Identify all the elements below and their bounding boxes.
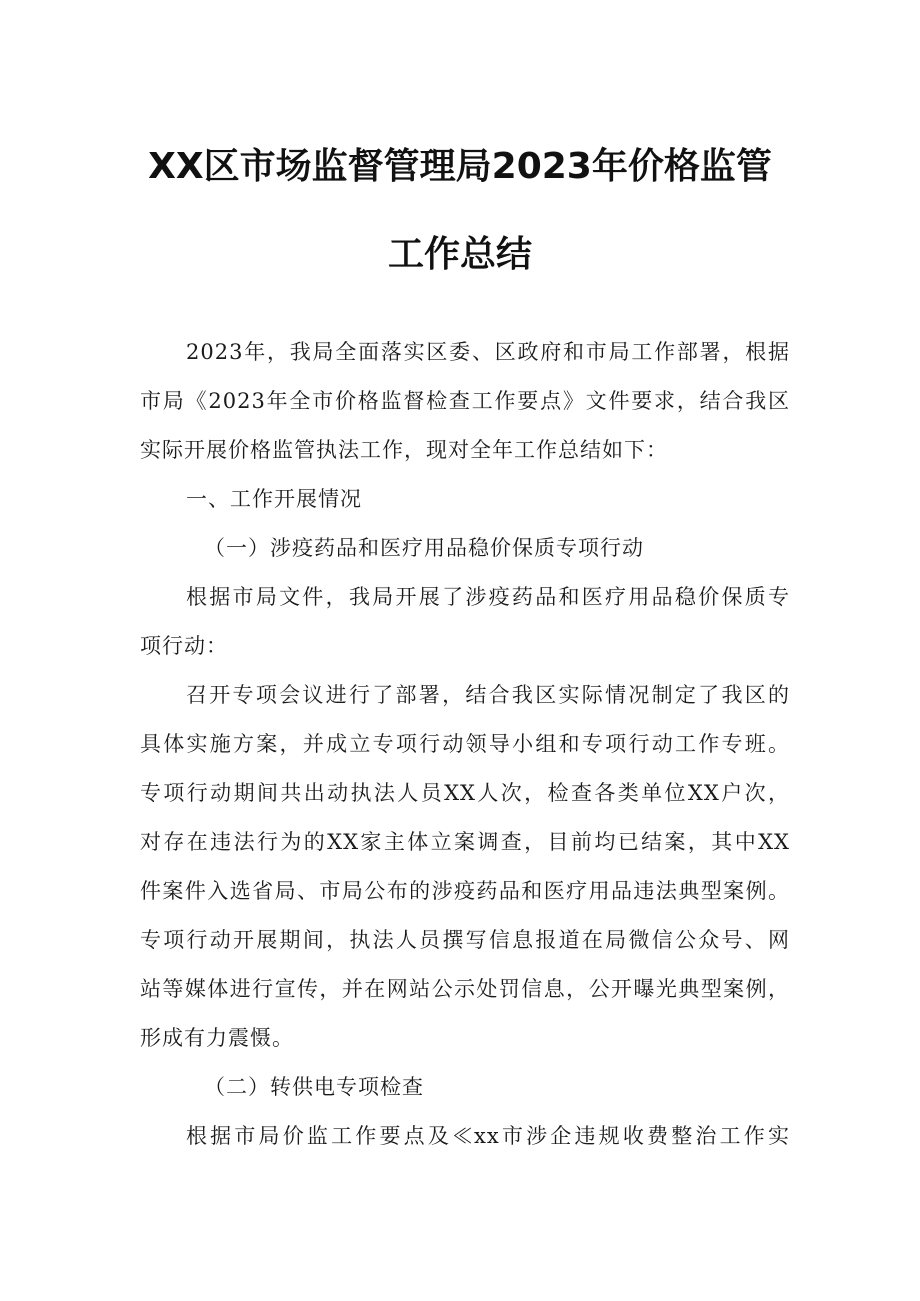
body-line: 召开专项会议进行了部署，结合我区实际情况制定了我区的	[186, 683, 790, 707]
body-line: 形成有力震慑。	[140, 1026, 294, 1050]
body-line: 专项行动开展期间，执法人员撰写信息报道在局微信公众号、网	[140, 928, 790, 952]
body-line: 对存在违法行为的XX家主体立案调查，目前均已结案，其中XX	[140, 830, 790, 854]
body-line: 站等媒体进行宣传，并在网站公示处罚信息，公开曝光典型案例，	[140, 977, 790, 1001]
body-line: 实际开展价格监管执法工作，现对全年工作总结如下：	[140, 438, 668, 462]
body-line: 2023年，我局全面落实区委、区政府和市局工作部署，根据	[186, 340, 790, 364]
body-line: 具体实施方案，并成立专项行动领导小组和专项行动工作专班。	[140, 732, 790, 756]
document-title-line-1: XX区市场监督管理局2023年价格监管	[148, 146, 772, 187]
document-body	[140, 328, 790, 1161]
body-line: 根据市局文件，我局开展了涉疫药品和医疗用品稳价保质专	[186, 585, 790, 609]
body-line: 件案件入选省局、市局公布的涉疫药品和医疗用品违法典型案例。	[140, 879, 790, 903]
body-line: 根据市局价监工作要点及≪xx市涉企违规收费整治工作实	[186, 1124, 790, 1148]
section-heading-1: 一、工作开展情况	[186, 487, 362, 511]
section-heading-2: （二）转供电专项检查	[204, 1075, 424, 1099]
body-line: 项行动：	[140, 634, 228, 658]
body-line: 市局《2023年全市价格监督检查工作要点》文件要求，结合我区	[140, 389, 790, 413]
document-title-line-2: 工作总结	[387, 234, 532, 275]
body-line: 专项行动期间共出动执法人员XX人次，检查各类单位XX户次，	[140, 781, 790, 805]
section-heading-2: （一）涉疫药品和医疗用品稳价保质专项行动	[204, 536, 644, 560]
